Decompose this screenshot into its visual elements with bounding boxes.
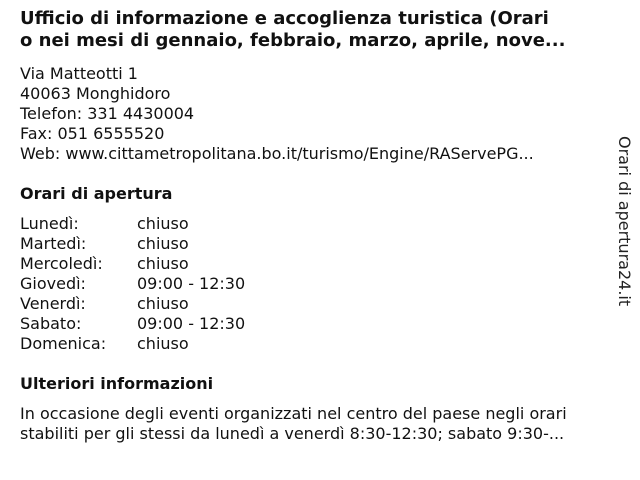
- hours-row-wednesday: [20, 254, 320, 274]
- page-title: [20, 8, 632, 52]
- day-label: Venerdì:: [20, 294, 86, 313]
- hours-row-tuesday: [20, 234, 320, 254]
- further-info-line-2: stabiliti per gli stessi da lunedì a venerdì 8:30-12:30; sabato 9:30-...: [20, 424, 565, 443]
- phone-number: Telefon: 331 4430004: [20, 104, 195, 123]
- hours-row-friday: [20, 294, 320, 314]
- title-line-2: o nei mesi di gennaio, febbraio, marzo, aprile, nove...: [20, 30, 566, 51]
- fax-number: Fax: 051 6555520: [20, 124, 165, 143]
- day-label: Sabato:: [20, 314, 82, 333]
- hours-row-monday: [20, 214, 320, 234]
- site-watermark: Orari di apertura24.it: [615, 136, 634, 307]
- hours-value: chiuso: [137, 254, 189, 273]
- hours-row-thursday: [20, 274, 320, 294]
- day-label: Giovedì:: [20, 274, 86, 293]
- further-info-line-1: In occasione degli eventi organizzati nel centro del paese negli orari: [20, 404, 567, 423]
- title-line-1: Ufficio di informazione e accoglienza turistica (Orari: [20, 8, 549, 29]
- street-address: Via Matteotti 1: [20, 64, 138, 83]
- further-info-text: [20, 404, 567, 444]
- hours-value: chiuso: [137, 214, 189, 233]
- hours-value: 09:00 - 12:30: [137, 274, 246, 293]
- day-label: Lunedì:: [20, 214, 79, 233]
- further-info-heading: Ulteriori informazioni: [20, 374, 214, 393]
- hours-row-saturday: [20, 314, 320, 334]
- city-postal-code: 40063 Monghidoro: [20, 84, 171, 103]
- hours-value: 09:00 - 12:30: [137, 314, 246, 333]
- day-label: Domenica:: [20, 334, 107, 353]
- day-label: Mercoledì:: [20, 254, 103, 273]
- address-block: [20, 64, 534, 164]
- hours-value: chiuso: [137, 234, 189, 253]
- hours-value: chiuso: [137, 334, 189, 353]
- website-link[interactable]: Web: www.cittametropolitana.bo.it/turismo/Engine/RAServePG...: [20, 144, 534, 163]
- opening-hours-heading: Orari di apertura: [20, 184, 173, 203]
- hours-value: chiuso: [137, 294, 189, 313]
- day-label: Martedì:: [20, 234, 87, 253]
- opening-hours-table: [20, 214, 320, 354]
- hours-row-sunday: [20, 334, 320, 354]
